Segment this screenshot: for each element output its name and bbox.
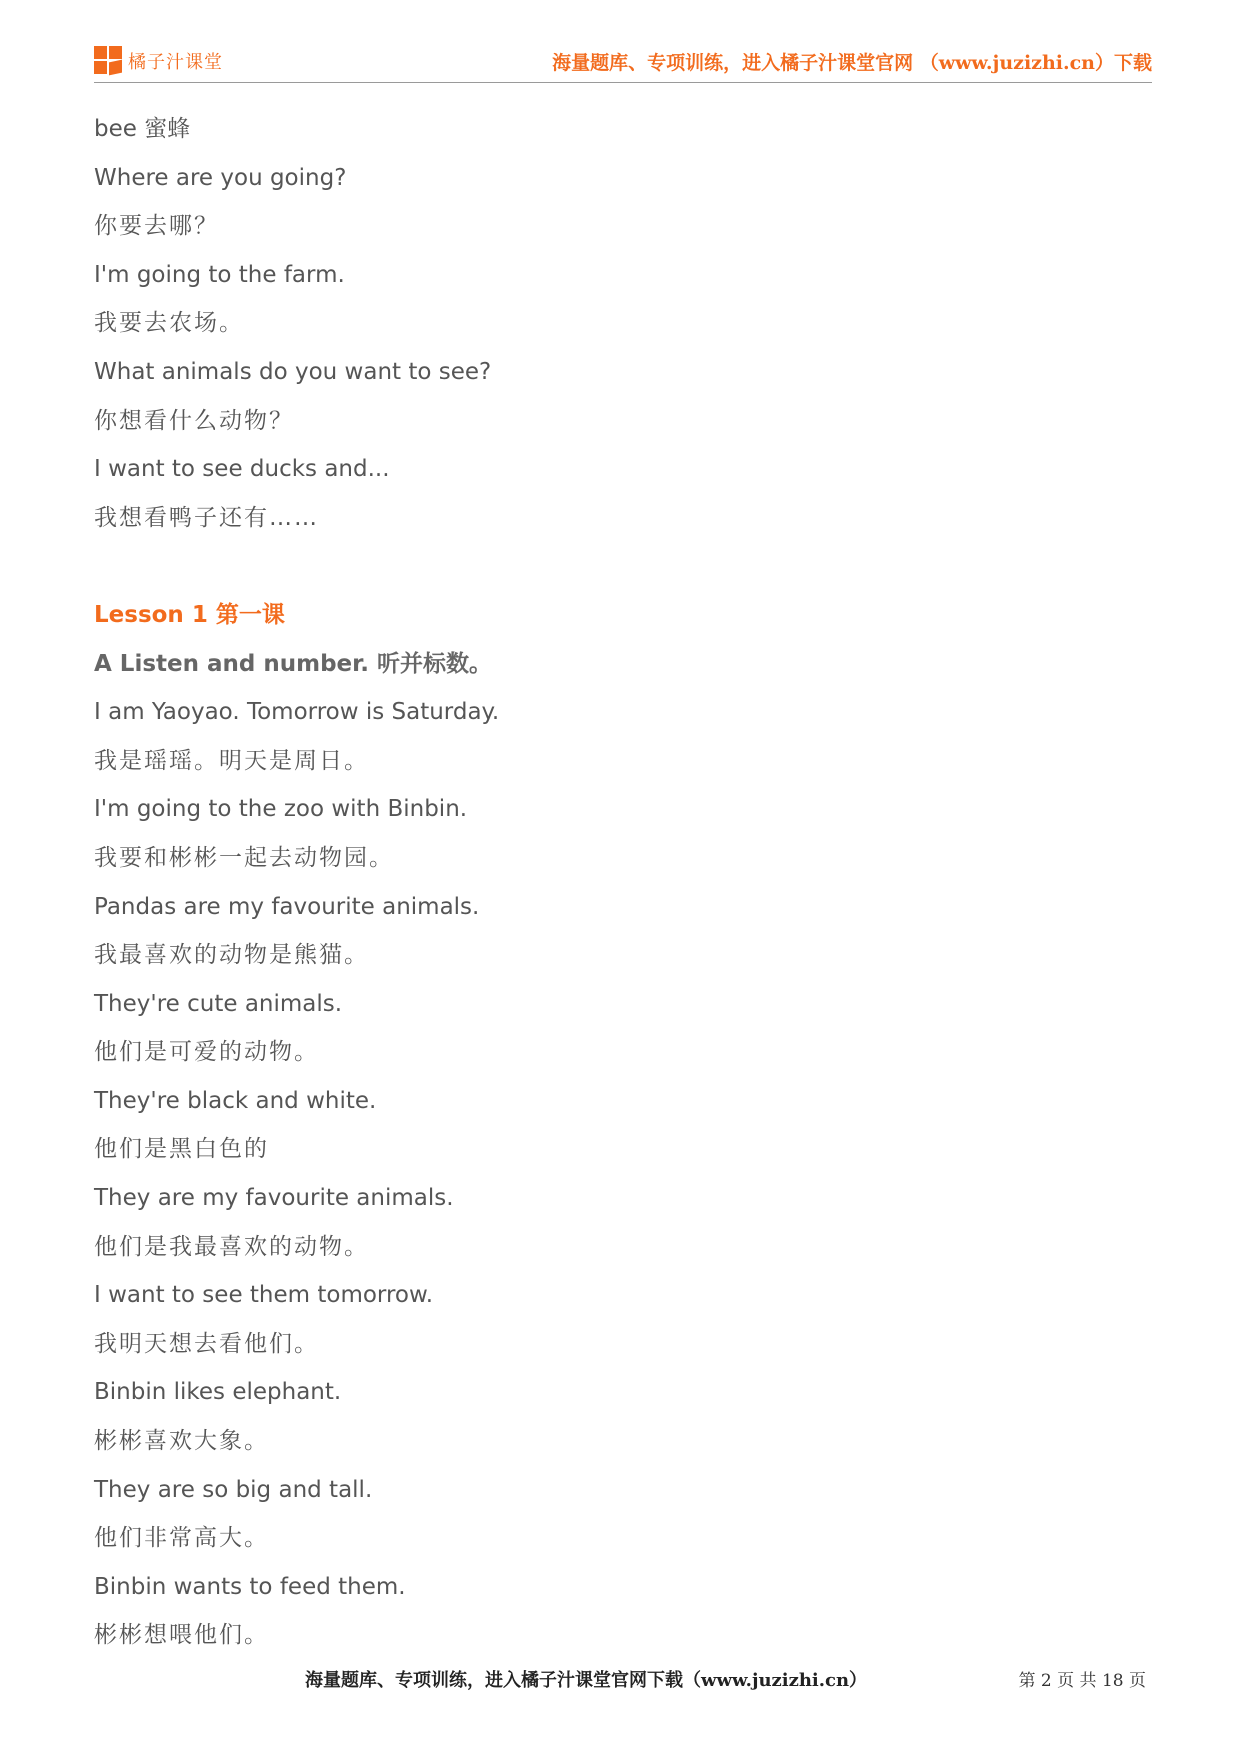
text-line: Binbin wants to feed them.	[94, 1573, 406, 1600]
text-line: 他们是我最喜欢的动物。	[94, 1233, 369, 1260]
text-line: I'm going to the farm.	[94, 261, 345, 288]
logo-text: 橘子汁课堂	[128, 52, 223, 73]
text-line: 你想看什么动物？	[94, 407, 294, 434]
logo-icon	[94, 46, 124, 76]
text-line: They are so big and tall.	[94, 1476, 373, 1503]
text-line: 彬彬喜欢大象。	[94, 1428, 269, 1455]
text-line: Where are you going?	[94, 164, 347, 191]
text-line: Pandas are my favourite animals.	[94, 893, 480, 920]
text-line: 我明天想去看他们。	[94, 1330, 319, 1357]
text-line: Binbin likes elephant.	[94, 1379, 342, 1406]
text-line: I am Yaoyao. Tomorrow is Saturday.	[94, 699, 500, 726]
lesson-title: Lesson 1 第一课	[94, 601, 285, 628]
text-line: 彬彬想喂他们。	[94, 1622, 269, 1649]
text-line: 你要去哪？	[94, 213, 219, 240]
text-line: They're black and white.	[94, 1087, 377, 1114]
text-line: I want to see them tomorrow.	[94, 1282, 434, 1309]
text-line: 我是瑶瑶。明天是周日。	[94, 747, 369, 774]
text-line: I'm going to the zoo with Binbin.	[94, 796, 468, 823]
text-line: 我要和彬彬一起去动物园。	[94, 844, 394, 871]
text-line: 他们非常高大。	[94, 1525, 269, 1552]
document-body	[94, 105, 1144, 1660]
text-line: bee 蜜蜂	[94, 116, 191, 142]
text-line: I want to see ducks and...	[94, 456, 390, 483]
text-line: What animals do you want to see?	[94, 358, 492, 385]
text-line: They're cute animals.	[94, 990, 343, 1017]
page-header	[94, 42, 1152, 83]
text-line: They are my favourite animals.	[94, 1185, 454, 1212]
text-line: 我要去农场。	[94, 310, 244, 337]
text-line: 他们是黑白色的	[94, 1136, 269, 1163]
text-line: 我最喜欢的动物是熊猫。	[94, 942, 369, 969]
text-line: 他们是可爱的动物。	[94, 1039, 319, 1066]
brand-logo[interactable]	[94, 45, 223, 77]
header-download-link[interactable]: 海量题库、专项训练，进入橘子汁课堂官网 （www.juzizhi.cn）下载	[552, 52, 1152, 74]
section-spacer	[94, 542, 1144, 591]
page-number: 第 2 页 共 18 页	[1018, 1671, 1146, 1691]
footer-download-link[interactable]: 海量题库、专项训练，进入橘子汁课堂官网下载（www.juzizhi.cn）	[305, 1670, 868, 1691]
text-line: 我想看鸭子还有……	[94, 504, 319, 531]
section-heading: A Listen and number. 听并标数。	[94, 650, 492, 677]
